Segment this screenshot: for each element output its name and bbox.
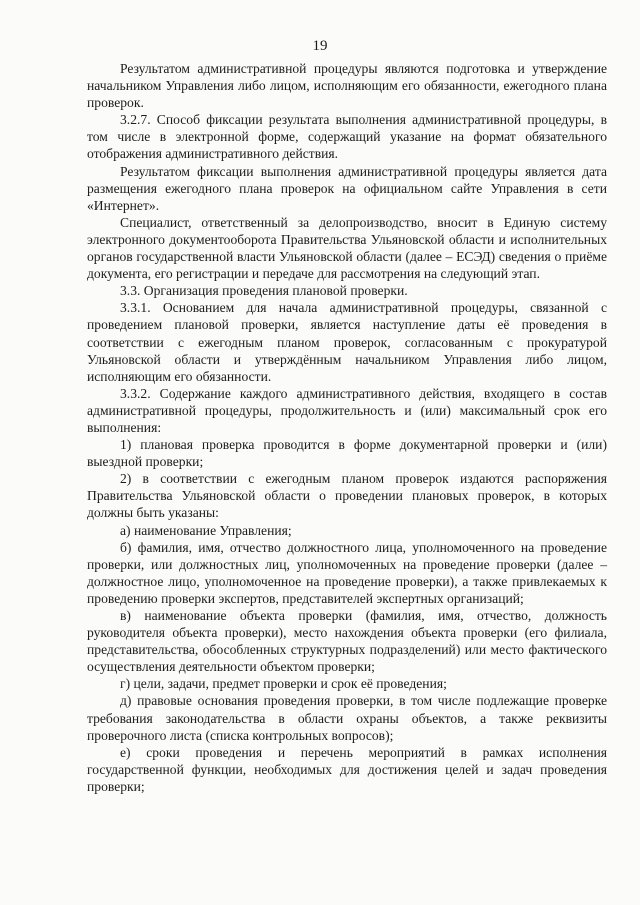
- list-item: д) правовые основания проведения проверки, в том числе подлежащие проверке требования законодательства в области охраны объектов, а также реквизиты проверочного листа (списка контрольных вопросов);: [87, 693, 607, 743]
- list-item: а) наименование Управления;: [120, 522, 292, 538]
- page-number: 19: [312, 38, 328, 54]
- list-item: в) наименование объекта проверки (фамилия, имя, отчество, должность руководителя объекта проверки), место нахождения объекта проверки (его филиала, представительства, обособленных структурных подразделений) или место фактического осуществления деятельности объектом проверки;: [87, 608, 607, 675]
- paragraph: 3.3.2. Содержание каждого административного действия, входящего в состав административной процедуры, продолжительность и (или) максимальный срок его выполнения:: [87, 385, 607, 435]
- paragraph: Специалист, ответственный за делопроизводство, вносит в Единую систему электронного документооборота Правительства Ульяновской области и исполнительных органов государственной власти Ульяновской области (далее – ЕСЭД) сведения о приёме документа, его регистрации и передаче для рассмотрения на следующий этап.: [87, 214, 607, 282]
- document-body: [87, 60, 607, 795]
- list-item: г) цели, задачи, предмет проверки и срок её проведения;: [120, 676, 447, 692]
- section-heading: 3.3. Организация проведения плановой проверки.: [120, 283, 408, 299]
- paragraph: 3.3.1. Основанием для начала административной процедуры, связанной с проведением плановой проверки, является наступление даты её проведения в соответствии с ежегодным планом проверок, согласованным с прокуратурой Ульяновской области и утверждённым начальником Управления либо лицом, исполняющим его обязанности.: [87, 300, 607, 384]
- paragraph: Результатом фиксации выполнения административной процедуры является дата размещения ежегодного плана проверок на официальном сайте Управления в сети «Интернет».: [87, 163, 607, 213]
- list-item: е) сроки проведения и перечень мероприятий в рамках исполнения государственной функции, необходимых для достижения целей и задач проведения проверки;: [87, 744, 607, 794]
- list-item: 2) в соответствии с ежегодным планом проверок издаются распоряжения Правительства Ульяновской области о проведении плановых проверок, в которых должны быть указаны:: [87, 471, 607, 521]
- list-item: б) фамилия, имя, отчество должностного лица, уполномоченного на проведение проверки, или должностных лиц, уполномоченных на проведение проверки (далее – должностное лицо, уполномоченное на проведение проверки), а также привлекаемых к проведению проверки экспертов, представителей экспертных организаций;: [87, 539, 607, 606]
- paragraph: 3.2.7. Способ фиксации результата выполнения административной процедуры, в том числе в электронной форме, содержащий указание на формат обязательного отображения административного действия.: [87, 112, 607, 162]
- list-item: 1) плановая проверка проводится в форме документарной проверки и (или) выездной проверки;: [87, 437, 607, 470]
- paragraph: Результатом административной процедуры являются подготовка и утверждение начальником Управления либо лицом, исполняющим его обязанности, ежегодного плана проверок.: [87, 61, 607, 111]
